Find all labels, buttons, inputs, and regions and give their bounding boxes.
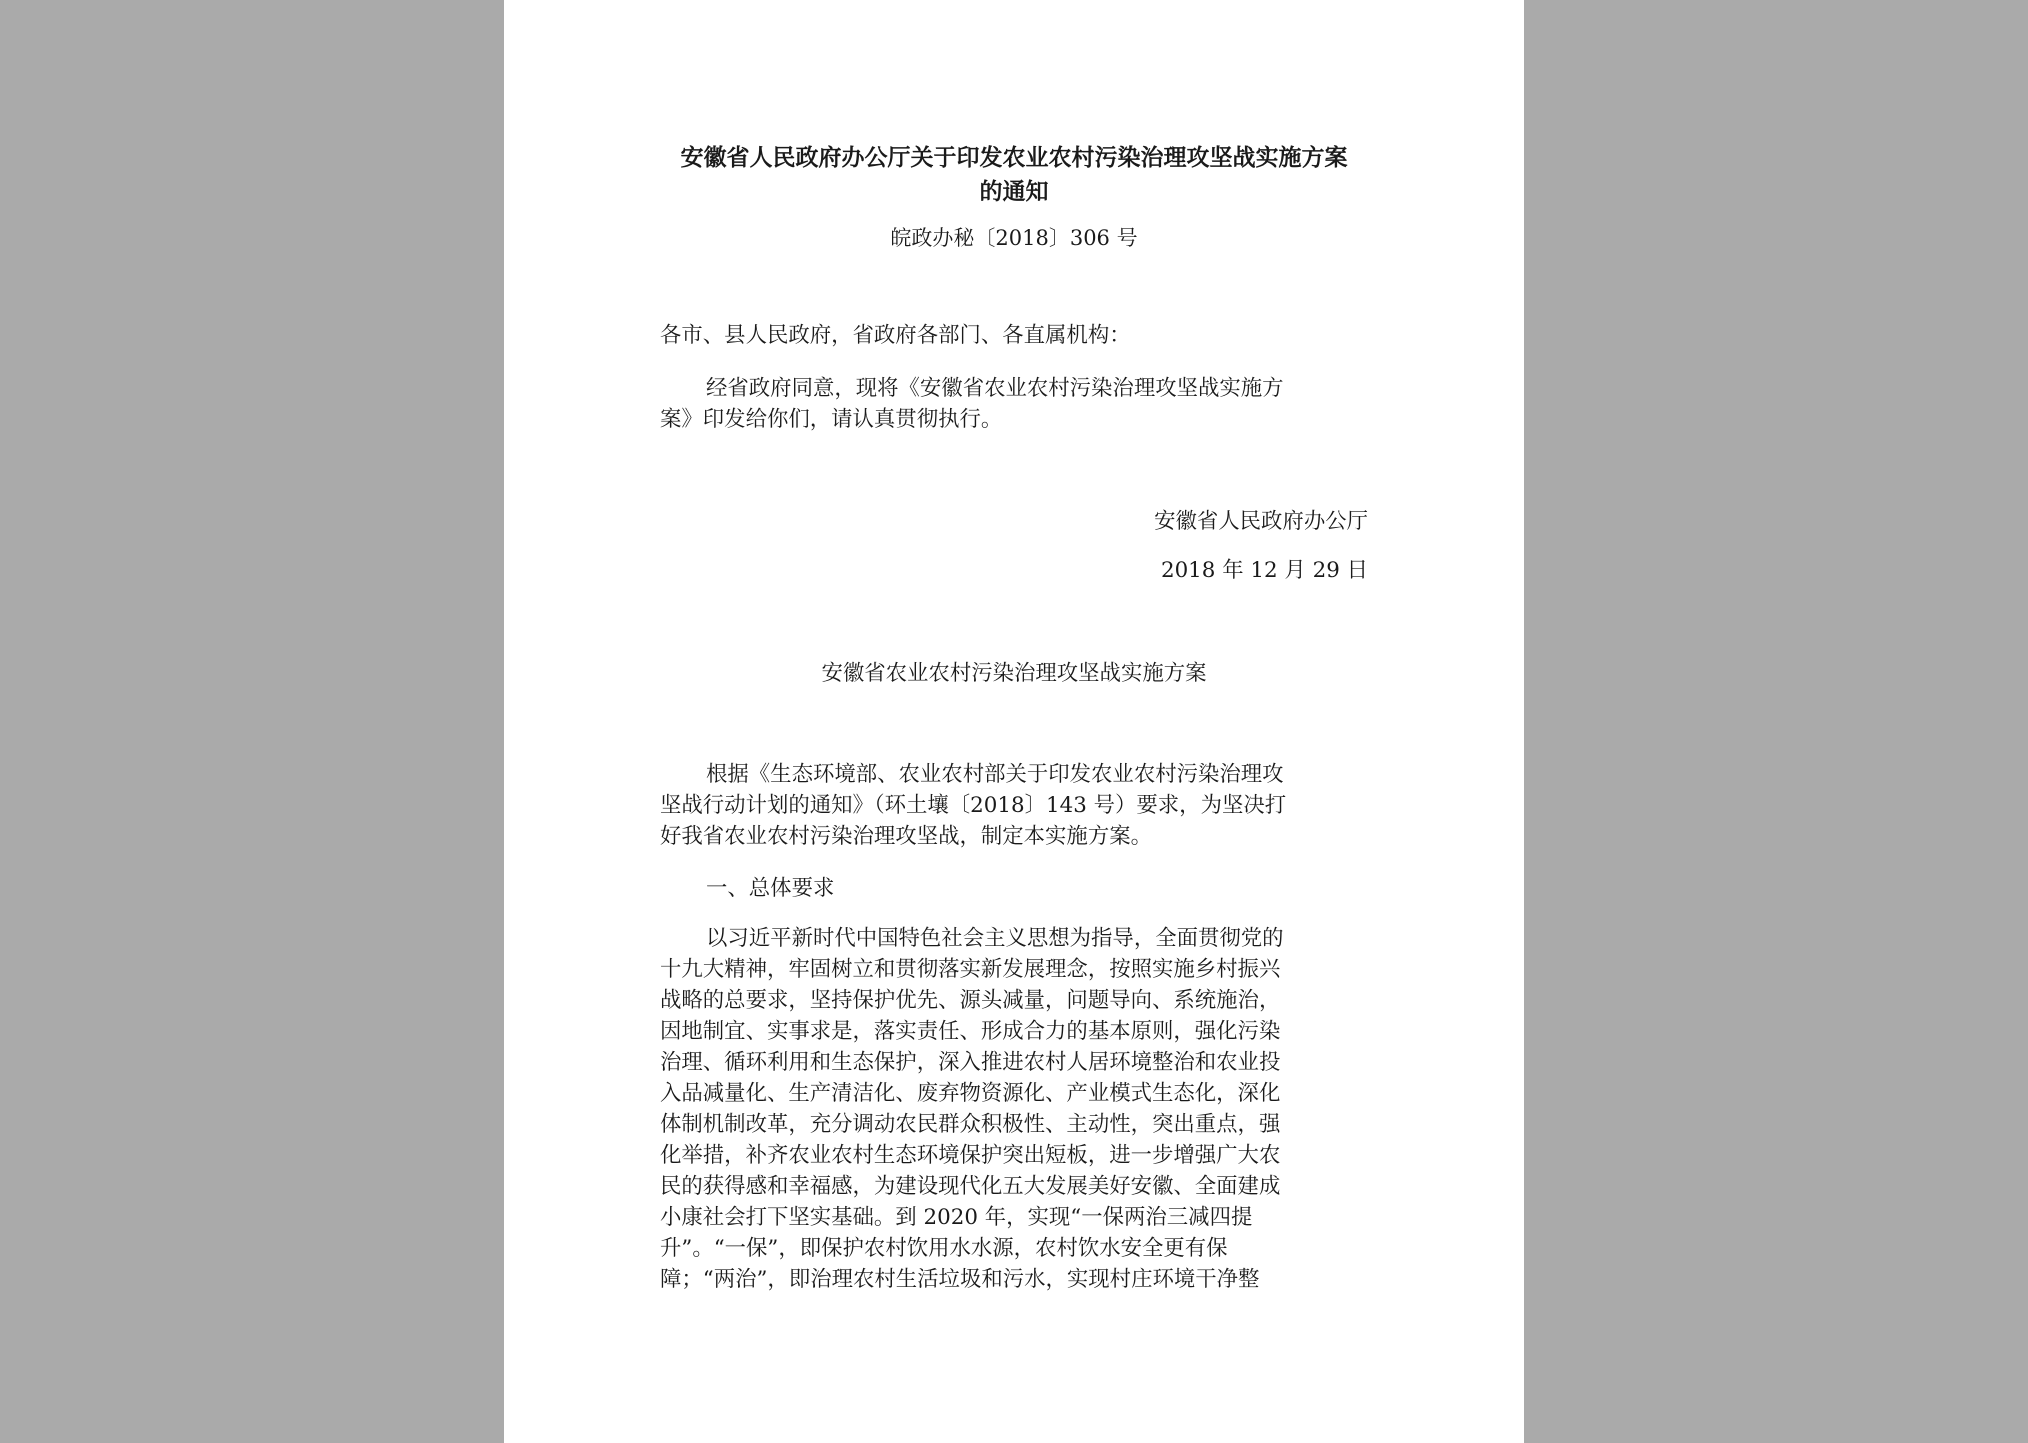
intro-line-3: 好我省农业农村污染治理攻坚战，制定本实施方案。 [660,824,1152,849]
section-1-line-5: 治理、循环利用和生态保护，深入推进农村人居环境整治和农业投 [660,1050,1281,1075]
document-page [504,0,1524,1443]
section-1-line-3: 战略的总要求，坚持保护优先、源头减量，问题导向、系统施治， [660,988,1281,1013]
intro-line-2: 坚战行动计划的通知》（环土壤〔2018〕143 号）要求，为坚决打 [660,793,1287,818]
signature-date: 2018 年 12 月 29 日 [1160,558,1368,583]
notice-title-line-1: 安徽省人民政府办公厅关于印发农业农村污染治理攻坚战实施方案 [680,144,1348,171]
notice-body-line-1: 经省政府同意，现将《安徽省农业农村污染治理攻坚战实施方 [706,376,1284,401]
section-1-line-8: 化举措，补齐农业农村生态环境保护突出短板，进一步增强广大农 [660,1143,1281,1168]
notice-body-line-2: 案》印发给你们，请认真贯彻执行。 [660,407,1003,432]
addressee: 各市、县人民政府，省政府各部门、各直属机构： [660,323,1131,348]
section-1-line-1: 以习近平新时代中国特色社会主义思想为指导，全面贯彻党的 [706,926,1284,951]
section-1-line-12: 障；“两治”，即治理农村生活垃圾和污水，实现村庄环境干净整 [660,1267,1260,1292]
document-number: 皖政办秘〔2018〕306 号 [890,226,1138,250]
section-1-line-11: 升”。“一保”，即保护农村饮用水水源，农村饮水安全更有保 [660,1236,1228,1261]
section-1-heading: 一、总体要求 [706,876,835,901]
plan-title: 安徽省农业农村污染治理攻坚战实施方案 [821,661,1207,686]
section-1-line-2: 十九大精神，牢固树立和贯彻落实新发展理念，按照实施乡村振兴 [660,957,1281,982]
section-1-line-6: 入品减量化、生产清洁化、废弃物资源化、产业模式生态化，深化 [660,1081,1281,1106]
signature-organization: 安徽省人民政府办公厅 [1154,509,1368,534]
notice-title-line-2: 的通知 [979,178,1049,205]
section-1-line-4: 因地制宜、实事求是，落实责任、形成合力的基本原则，强化污染 [660,1019,1281,1044]
intro-line-1: 根据《生态环境部、农业农村部关于印发农业农村污染治理攻 [706,762,1284,787]
section-1-line-9: 民的获得感和幸福感，为建设现代化五大发展美好安徽、全面建成 [660,1174,1281,1199]
section-1-line-10: 小康社会打下坚实基础。到 2020 年，实现“一保两治三减四提 [660,1205,1253,1230]
section-1-line-7: 体制机制改革，充分调动农民群众积极性、主动性，突出重点，强 [660,1112,1281,1137]
